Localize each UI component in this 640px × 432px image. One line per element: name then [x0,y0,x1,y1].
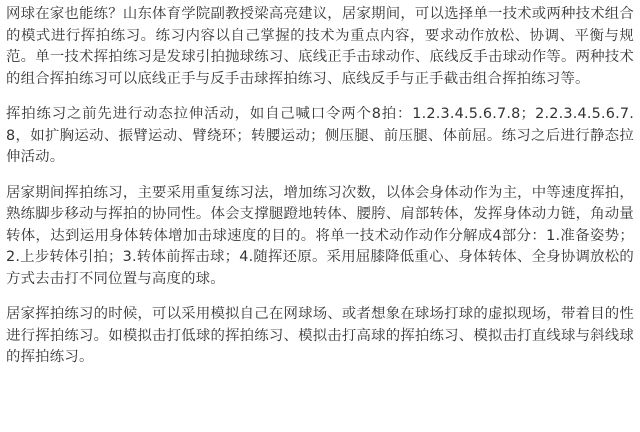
paragraph-intro: 网球在家也能练？山东体育学院副教授梁高亮建议，居家期间，可以选择单一技术或两种技术组合的模式进行挥拍练习。练习内容以自己掌握的技术为重点内容，要求动作放松、协调、平衡与规范。单一技术挥拍练习是发球引拍抛球练习、底线正手击球动作、底线反手击球动作等。两种技术的组合挥拍练习可以底线正手与反手击球挥拍练习、底线反手与正手截击组合挥拍练习等。 [6,6,634,87]
paragraph-method: 居家期间挥拍练习，主要采用重复练习法，增加练习次数，以体会身体动作为主，中等速度挥拍，熟练脚步移动与挥拍的协同性。体会支撑腿蹬地转体、腰胯、肩部转体，发挥身体动力链，角动量转体，达到运用身体转体增加击球速度的目的。将单一技术动作动作分解成4部分：1.准备姿势；2.上步转体引拍；3.转体前挥击球；4.随挥还原。采用屈膝降低重心、身体转体、全身协调放松的方式去击打不同位置与高度的球。 [6,184,634,287]
article-body [6,4,634,383]
paragraph-simulation: 居家挥拍练习的时候，可以采用模拟自己在网球场、或者想象在球场打球的虚拟现场，带着目的性进行挥拍练习。如模拟击打低球的挥拍练习、模拟击打高球的挥拍练习、模拟击打直线球与斜线球的挥拍练习。 [6,306,634,365]
paragraph-warmup: 挥拍练习之前先进行动态拉伸活动，如自己喊口令两个8拍：1.2.3.4.5.6.7.8；2.2.3.4.5.6.7.8，如扩胸运动、振臂运动、臂绕环；转腰运动；侧压腿、前压腿、体前屈。练习之后进行静态拉伸活动。 [6,106,634,165]
